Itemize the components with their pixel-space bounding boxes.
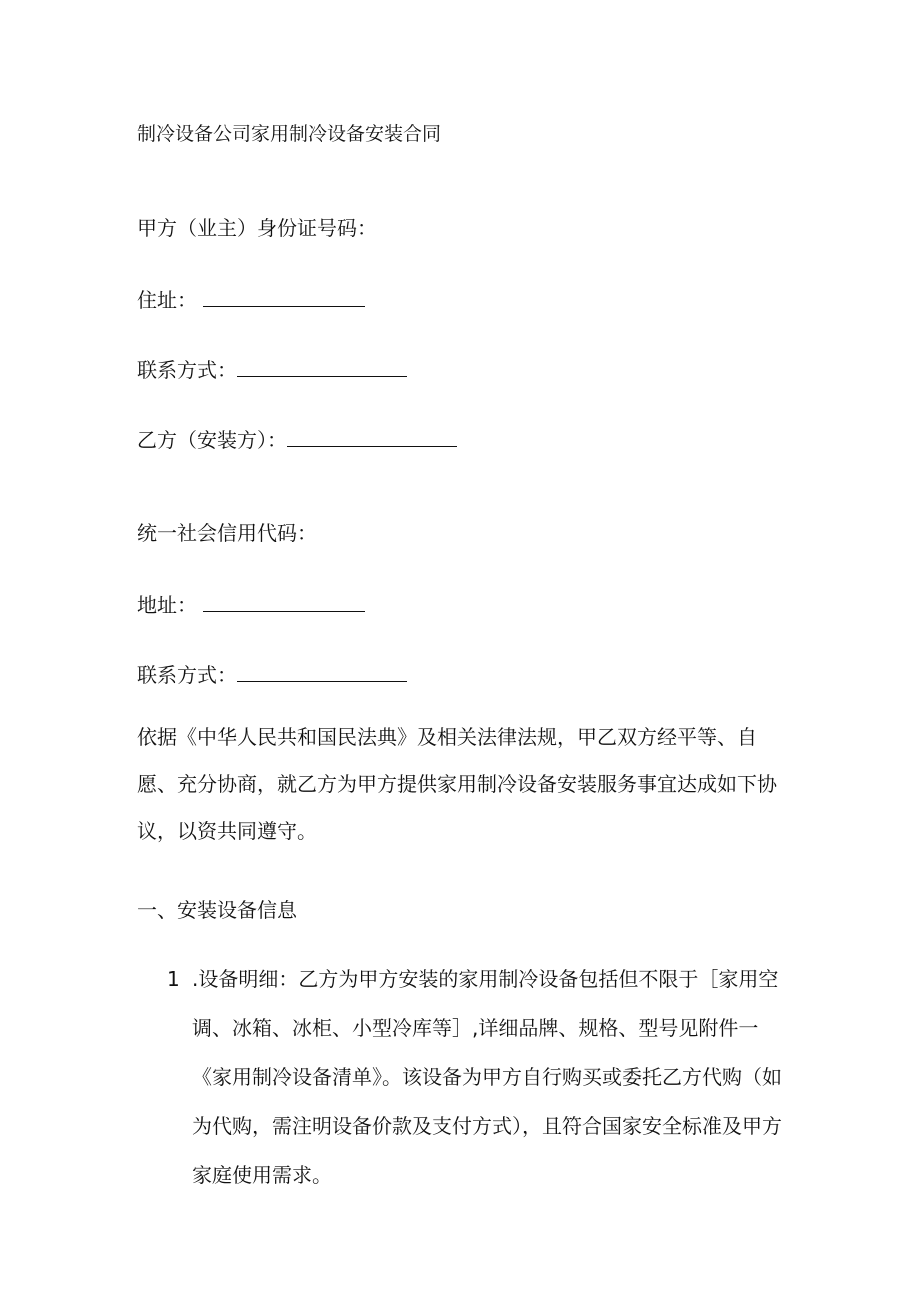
section-1-item-1 xyxy=(137,955,787,1200)
party-b-blank xyxy=(287,428,457,447)
party-a-contact-row xyxy=(137,358,407,382)
party-a-address-row xyxy=(137,288,365,312)
party-b-address-row xyxy=(137,593,365,617)
item-number: 1 xyxy=(167,967,180,991)
preamble-paragraph: 依据《中华人民共和国民法典》及相关法律法规，甲乙双方经平等、自愿、充分协商，就乙方为甲方提供家用制冷设备安装服务事宜达成如下协议，以资共同遵守。 xyxy=(137,725,777,843)
party-b-credit-code-label: 统一社会信用代码： xyxy=(137,521,317,545)
item-text: .设备明细：乙方为甲方安装的家用制冷设备包括但不限于［家用空调、冰箱、冰柜、小型冷库等］,详细品牌、规格、型号见附件一《家用制冷设备清单》。该设备为甲方自行购买或委托乙方代购（如为代购，需注明设备价款及支付方式），且符合国家安全标准及甲方家庭使用需求。 xyxy=(192,967,782,1187)
party-b-row xyxy=(137,428,457,452)
party-b-contact-label: 联系方式： xyxy=(137,663,237,687)
party-b-address-label: 地址： xyxy=(137,593,197,617)
party-b-contact-blank xyxy=(237,663,407,682)
contract-title: 制冷设备公司家用制冷设备安装合同 xyxy=(137,123,442,145)
party-a-contact-blank xyxy=(237,358,407,377)
party-a-address-blank xyxy=(203,288,365,307)
party-a-id-label: 甲方（业主）身份证号码： xyxy=(137,216,377,240)
party-a-contact-label: 联系方式： xyxy=(137,358,237,382)
party-b-label: 乙方（安装方）： xyxy=(137,428,287,452)
party-a-address-label: 住址： xyxy=(137,288,197,312)
party-b-contact-row xyxy=(137,663,407,687)
section-1-heading: 一、安装设备信息 xyxy=(137,898,297,922)
party-b-address-blank xyxy=(203,593,365,612)
